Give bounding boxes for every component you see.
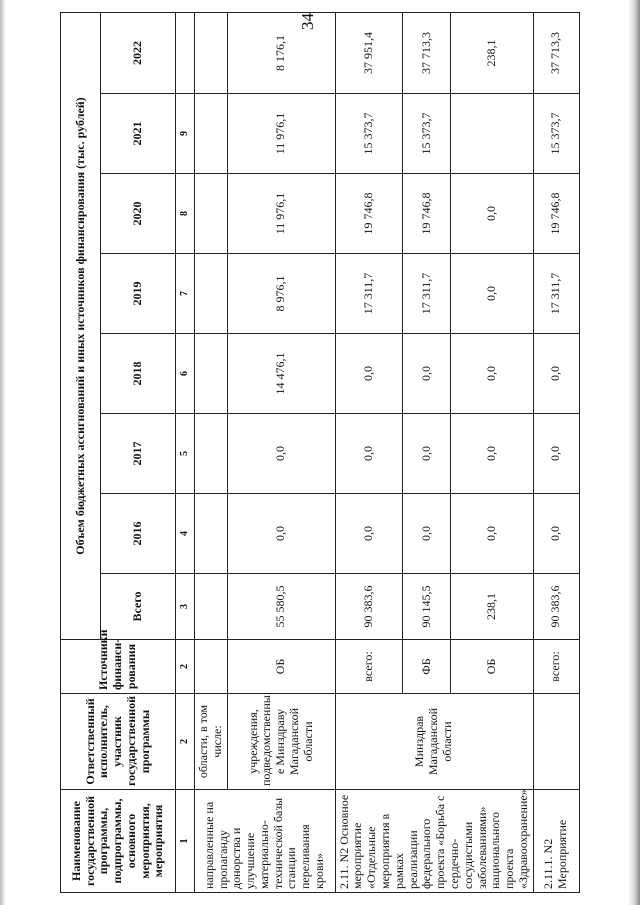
value-cell: 0,0 [533, 494, 579, 574]
empty-cell [195, 574, 228, 640]
index-cell: 8 [176, 174, 195, 254]
empty-cell [195, 414, 228, 494]
value-cell: 19 746,8 [533, 174, 579, 254]
value-cell: 0,0 [450, 494, 533, 574]
header-sources: Источники финанси-рования [61, 640, 176, 694]
value-cell: 17 311,7 [335, 254, 403, 334]
value-cell: 14 476,1 [227, 334, 335, 414]
value-cell: 90 145,5 [403, 574, 450, 640]
header-row-1 [61, 13, 101, 893]
row-executor: учреждения, подведомственны е Минздраву Магаданской области [227, 694, 335, 790]
value-cell: 0,0 [403, 414, 450, 494]
index-cell: 3 [176, 574, 195, 640]
value-cell: 11 976,1 [227, 94, 335, 174]
value-cell: 0,0 [533, 414, 579, 494]
value-cell: 0,0 [227, 494, 335, 574]
index-cell: 6 [176, 334, 195, 414]
scan-right-edge [628, 0, 640, 905]
value-cell: 0,0 [450, 254, 533, 334]
value-cell: 0,0 [450, 174, 533, 254]
value-cell: 0,0 [533, 334, 579, 414]
row-name: направленные на пропаганду донорства и улучшение материально-технической базы станции переливания крови» [195, 790, 336, 893]
value-cell: 238,1 [450, 13, 533, 94]
table-row [227, 13, 335, 893]
row-source: ОБ [450, 640, 533, 694]
header-year: 2016 [101, 494, 176, 574]
value-cell: 37 951,4 [335, 13, 403, 94]
value-cell: 0,0 [335, 334, 403, 414]
table-row [195, 13, 228, 893]
value-cell: 0,0 [335, 494, 403, 574]
empty-cell [195, 94, 228, 174]
empty-cell [195, 254, 228, 334]
value-cell [450, 94, 533, 174]
value-cell: 15 373,7 [533, 94, 579, 174]
header-year: 2020 [101, 174, 176, 254]
row-name: 2.11.1. N2 Мероприятие [533, 790, 579, 893]
header-volume: Объем бюджетных ассигнований и иных источников финансирования (тыс. рублей) [61, 13, 101, 640]
value-cell: 17 311,7 [403, 254, 450, 334]
table-row [335, 13, 403, 893]
value-cell: 17 311,7 [533, 254, 579, 334]
row-source: всего: [335, 640, 403, 694]
value-cell: 37 713,3 [533, 13, 579, 94]
index-cell: 1 [176, 790, 195, 893]
empty-cell [195, 174, 228, 254]
index-cell: 9 [176, 94, 195, 174]
value-cell: 0,0 [450, 414, 533, 494]
value-cell: 8 976,1 [227, 254, 335, 334]
value-cell: 11 976,1 [227, 174, 335, 254]
value-cell: 8 176,1 [227, 13, 335, 94]
value-cell: 0,0 [335, 414, 403, 494]
empty-cell [195, 640, 228, 694]
empty-cell [195, 494, 228, 574]
header-year: 2018 [101, 334, 176, 414]
header-total: Всего [101, 574, 176, 640]
header-executor: Ответственный исполнитель, участник государственной программы [61, 694, 176, 790]
value-cell: 0,0 [403, 334, 450, 414]
row-executor: области, в том числе: [195, 694, 228, 790]
index-cell: 2 [176, 640, 195, 694]
value-cell: 0,0 [227, 414, 335, 494]
table-row [533, 13, 579, 893]
value-cell: 19 746,8 [403, 174, 450, 254]
index-row [176, 13, 195, 893]
empty-cell [195, 13, 228, 94]
value-cell: 55 580,5 [227, 574, 335, 640]
header-year: 2019 [101, 254, 176, 334]
empty-cell [533, 694, 579, 790]
value-cell: 90 383,6 [335, 574, 403, 640]
value-cell: 19 746,8 [335, 174, 403, 254]
row-name: 2.11. N2 Основное мероприятие «Отдельные мероприятия в рамках реализации федерального проекта «Борьба с сердечно-сосудистыми заболеваниями» национального проекта «Здравоохранение» [335, 790, 533, 893]
value-cell: 90 383,6 [533, 574, 579, 640]
index-cell: 7 [176, 254, 195, 334]
budget-table [60, 12, 580, 893]
scan-left-edge [0, 0, 6, 905]
row-executor: Минздрав Магаданской области [335, 694, 533, 790]
rotated-table-wrapper [60, 13, 574, 893]
empty-cell [195, 334, 228, 414]
value-cell: 0,0 [450, 334, 533, 414]
value-cell: 37 713,3 [403, 13, 450, 94]
value-cell: 0,0 [403, 494, 450, 574]
index-cell: 5 [176, 414, 195, 494]
row-source: ОБ [227, 640, 335, 694]
index-cell [176, 13, 195, 94]
header-year: 2021 [101, 94, 176, 174]
value-cell: 238,1 [450, 574, 533, 640]
index-cell: 2 [176, 694, 195, 790]
header-year: 2022 [101, 13, 176, 94]
value-cell: 15 373,7 [403, 94, 450, 174]
row-source: ФБ [403, 640, 450, 694]
index-cell: 4 [176, 494, 195, 574]
row-source: всего: [533, 640, 579, 694]
value-cell: 15 373,7 [335, 94, 403, 174]
header-year: 2017 [101, 414, 176, 494]
page-number: 34 [298, 13, 317, 30]
header-name: Наименование государственной программы, подпрограммы, основного мероприятия, мероприятия [61, 790, 176, 893]
